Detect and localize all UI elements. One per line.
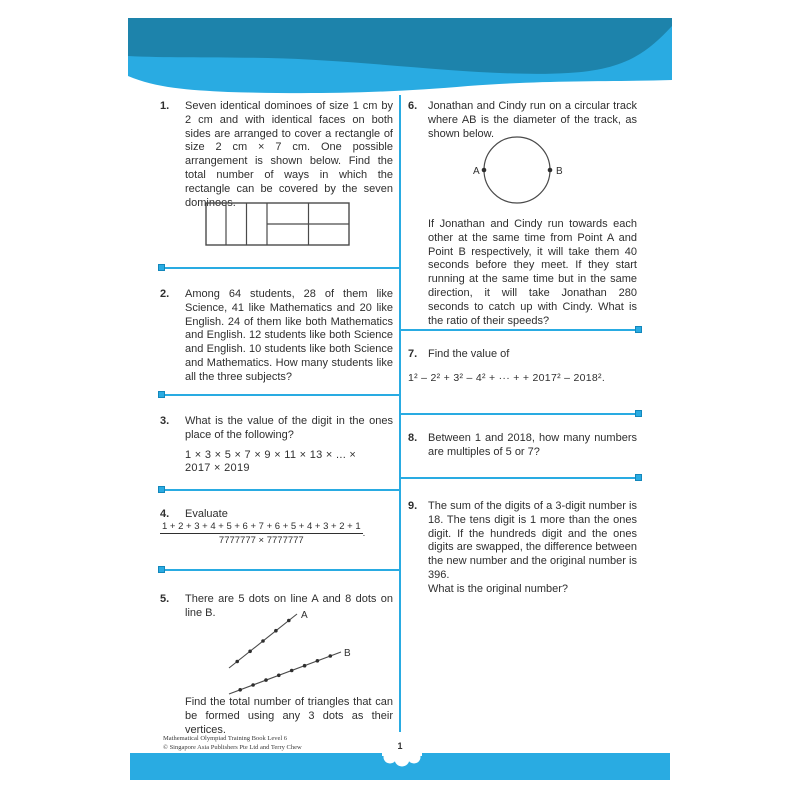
question-6-number-spacer (408, 218, 428, 328)
question-4 (160, 508, 393, 522)
question-3 (160, 415, 393, 476)
separator-line (160, 569, 400, 571)
question-2-number: 2. (160, 288, 170, 300)
dotted-lines-figure (223, 608, 358, 698)
question-6-continued (408, 218, 637, 328)
question-1 (160, 100, 393, 210)
question-3-expression-line2: 2017 × 2019 (185, 462, 250, 475)
question-6-number: 6. (408, 100, 418, 112)
question-7-expression: 1² – 2² + 3² – 4² + ··· + + 2017² – 2018². (408, 372, 606, 384)
question-9-body: The sum of the digits of a 3-digit number is 18. The tens digit is 1 more than the ones digit. If the hundreds digit and the ones digits are swapped, the difference between the new number and the original number is 396. (428, 500, 637, 581)
question-8 (408, 432, 637, 460)
point-b-label: B (556, 166, 563, 177)
separator-endcap (635, 410, 642, 417)
question-3-prompt: What is the value of the digit in the ones place of the following? (185, 415, 393, 441)
question-6-text2: If Jonathan and Cindy run towards each other at the same time from Point A and Point B respectively, it will take them 40 seconds before they meet. If they start running at the same time but in the same direction, it will take Jonathan 280 seconds to catch up with Cindy. What is the ratio of their speeds? (428, 218, 637, 327)
book-page (128, 8, 672, 792)
separator-line (160, 394, 400, 396)
question-8-number: 8. (408, 432, 418, 444)
question-4-fraction (160, 521, 393, 546)
question-2 (160, 288, 393, 385)
footer-credits (163, 735, 302, 752)
line-b-label: B (344, 648, 351, 659)
separator-line (400, 477, 640, 479)
question-1-number: 1. (160, 100, 170, 112)
question-9-text2: What is the original number? (428, 582, 569, 595)
footer-copyright: © Singapore Asia Publishers Pte Ltd and Terry Chew (163, 743, 302, 751)
separator-line (400, 413, 640, 415)
point-a-label: A (473, 166, 480, 177)
question-9-text (428, 500, 637, 597)
separator-line (160, 267, 400, 269)
question-7-number: 7. (408, 348, 418, 360)
page-number-cloud (382, 753, 422, 769)
question-4-number: 4. (160, 508, 170, 520)
domino-rectangle-figure (205, 202, 350, 246)
footer-bar (130, 753, 670, 780)
separator-endcap (158, 391, 165, 398)
question-7-text: Find the value of (428, 348, 510, 360)
circular-track-figure (470, 130, 570, 210)
question-5-text2: Find the total number of triangles that can be formed using any 3 dots as their vertices. (185, 696, 393, 736)
question-4-text: Evaluate (185, 508, 228, 520)
fraction-period: . (362, 528, 366, 540)
question-3-expression-line1: 1 × 3 × 5 × 7 × 9 × 11 × 13 × ... × (185, 448, 357, 461)
separator-endcap (635, 474, 642, 481)
question-3-text (185, 415, 393, 476)
question-5-text: There are 5 dots on line A and 8 dots on line B. (185, 593, 393, 619)
footer-book-title: Mathematical Olympiad Training Book Level 6 (163, 735, 288, 742)
separator-endcap (158, 264, 165, 271)
question-9-number: 9. (408, 500, 418, 512)
question-2-text: Among 64 students, 28 of them like Science, 41 like Mathematics and 20 like English. 24 of them like both Mathematics and English. 12 students like both Science and English. 10 students like both Science and Mathematics. How many students like all the three subjects? (185, 288, 393, 383)
question-6-text: Jonathan and Cindy run on a circular track where AB is the diameter of the track, as shown below. (428, 100, 637, 140)
question-5-continued (160, 696, 393, 737)
fraction-denominator: 7777777 × 7777777 (218, 535, 304, 546)
separator-endcap (158, 566, 165, 573)
separator-endcap (158, 486, 165, 493)
question-5-number-spacer (160, 696, 185, 737)
question-7 (408, 348, 637, 362)
fraction-numerator: 1 + 2 + 3 + 4 + 5 + 6 + 7 + 6 + 5 + 4 + 3 + 2 + 1 (162, 521, 361, 532)
question-3-number: 3. (160, 415, 170, 427)
question-8-text: Between 1 and 2018, how many numbers are multiples of 5 or 7? (428, 432, 637, 458)
line-a-label: A (301, 610, 308, 621)
separator-line (400, 329, 640, 331)
page-number: 1 (397, 741, 403, 751)
question-5-number: 5. (160, 593, 170, 605)
question-1-text: Seven identical dominoes of size 1 cm by 2 cm and with identical faces on both sides are arranged to cover a rectangle of size 2 cm × 7 cm. One possible arrangement is shown below. Find the total number of ways in which the rectangle can be covered by the seven dominoes. (185, 100, 393, 209)
separator-line (160, 489, 400, 491)
question-9 (408, 500, 637, 597)
